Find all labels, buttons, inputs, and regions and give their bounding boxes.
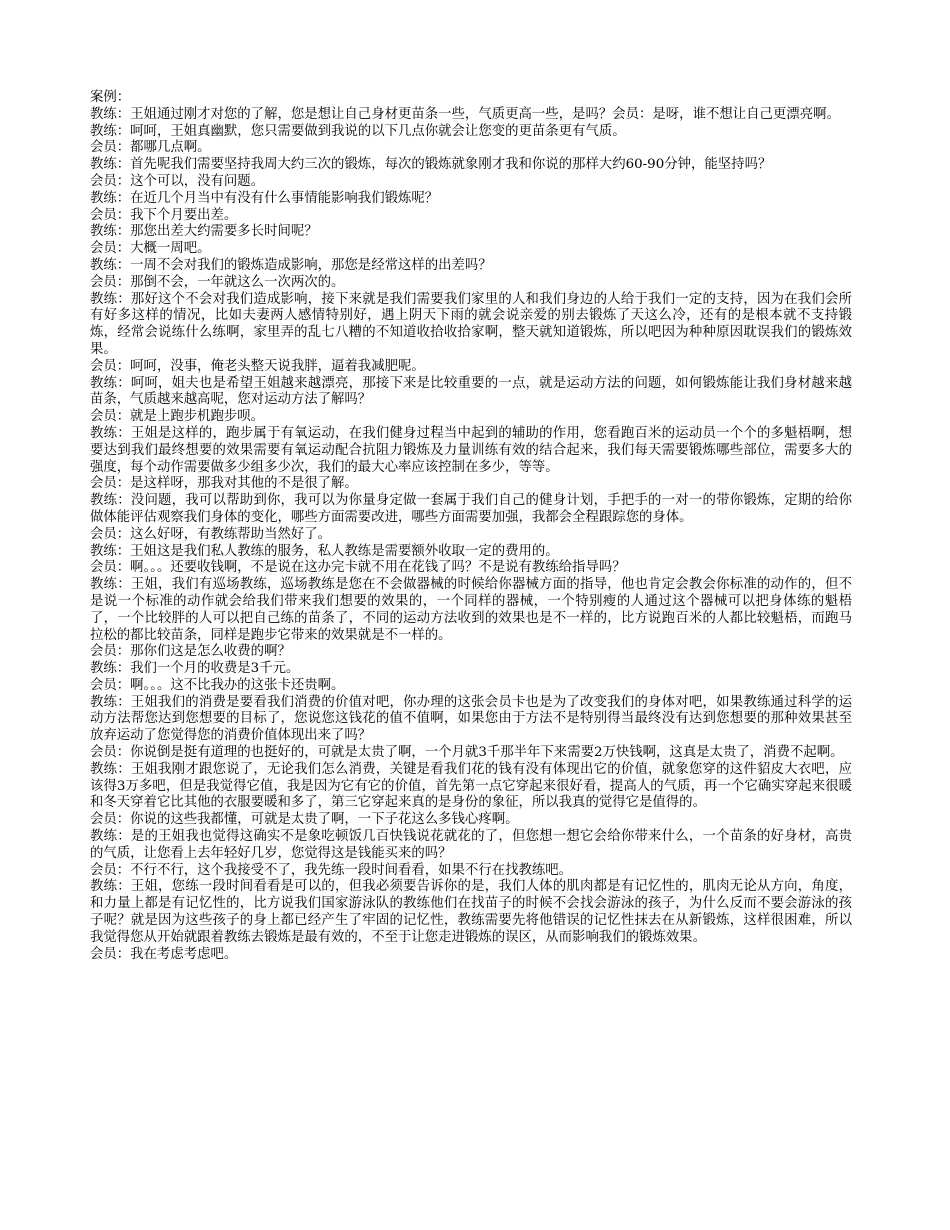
dialogue-line: 教练：我们一个月的收费是3千元。 (90, 661, 300, 677)
document-heading: 案例： (90, 90, 131, 105)
dialogue-line: 教练：那好这个不会对我们造成影响，接下来就是我们需要我们家里的人和我们身边的人给于我们一定的支持，因为在我们会所有好多这样的情况，比如夫妻两人感情特别好，遇上阴天下雨的就会说亲爱的别去锻炼了天这么冷，还有的是根本就不支持锻炼，经常会说练什么练啊，家里弄的乱七八糟的不知道收拾收拾家啊，整天就知道锻炼，所以吧因为种种原因耽误我们的锻炼效果。 (90, 291, 852, 357)
document-body (90, 90, 852, 963)
dialogue-line: 会员：是这样呀，那我对其他的不是很了解。 (90, 476, 358, 492)
dialogue-line: 会员：你说的这些我都懂，可就是太贵了啊，一下子花这么多钱心疼啊。 (90, 812, 519, 828)
dialogue-line: 会员：就是上跑步机跑步呗。 (90, 409, 265, 425)
dialogue-line: 会员：啊。。。还要收钱啊，不是说在这办完卡就不用在花钱了吗？不是说有教练给指导吗？ (90, 560, 626, 576)
dialogue-line: 教练：王姐，您练一段时间看看是可以的，但我必须要告诉你的是，我们人体的肌肉都是有记忆性的，肌肉无论从方向，角度，和力量上都是有记忆性的，比方说我们国家游泳队的教练他们在找苗子的时候不会找会游泳的孩子，为什么反而不要会游泳的孩子呢？就是因为这些孩子的身上都已经产生了牢固的记忆性，教练需要先将他错误的记忆性抹去在从新锻炼，这样很困难，所以我觉得您从开始就跟着教练去锻炼是最有效的，不至于让您走进锻炼的误区，从而影响我们的锻炼效果。 (90, 879, 852, 945)
dialogue-line: 会员：呵呵，没事，俺老头整天说我胖，逼着我减肥呢。 (90, 358, 425, 374)
dialogue-line: 教练：王姐我刚才跟您说了，无论我们怎么消费，关键是看我们花的钱有没有体现出它的价值，就象您穿的这件貂皮大衣吧，应该得3万多吧，但是我觉得它值，我是因为它有它的价值，首先第一点它穿起来很好看，提高人的气质，再一个它确实穿起来很暖和冬天穿着它比其他的衣服要暖和多了，第三它穿起来真的是身份的象征，所以我真的觉得它是值得的。 (90, 761, 852, 811)
dialogue-line: 教练：王姐通过刚才对您的了解，您是想让自己身材更苗条一些，气质更高一些，是吗？会员：是呀，谁不想让自己更漂亮啊。 (90, 106, 840, 122)
dialogue-line: 教练：首先呢我们需要坚持我周大约三次的锻炼，每次的锻炼就象刚才我和你说的那样大约60-90分钟，能坚持吗？ (90, 157, 772, 173)
dialogue-line: 教练：一周不会对我们的锻炼造成影响，那您是经常这样的出差吗？ (90, 257, 492, 273)
dialogue-line: 教练：呵呵，王姐真幽默，您只需要做到我说的以下几点你就会让您变的更苗条更有气质。 (90, 123, 626, 139)
dialogue-line: 会员：啊。。。这不比我办的这张卡还贵啊。 (90, 677, 345, 693)
dialogue-line: 教练：那您出差大约需要多长时间呢？ (90, 224, 318, 240)
dialogue-line: 教练：没问题，我可以帮助到你，我可以为你量身定做一套属于我们自己的健身计划，手把手的一对一的带你锻炼，定期的给你做体能评估观察我们身体的变化，哪些方面需要改进，哪些方面需要加强，我都会全程跟踪您的身体。 (90, 493, 852, 525)
dialogue-line: 会员：都哪几点啊。 (90, 140, 211, 156)
dialogue-line: 教练：王姐我们的消费是要看我们消费的价值对吧，你办理的这张会员卡也是为了改变我们的身体对吧，如果教练通过科学的运动方法帮您达到您想要的目标了，您说您这钱花的值不值啊，如果您由于方法不是特别得当最终没有达到您想要的那种效果甚至放弃运动了您觉得您的消费价值体现出来了吗？ (90, 694, 852, 744)
dialogue-line: 会员：不行不行，这个我接受不了，我先练一段时间看看，如果不行在找教练吧。 (90, 862, 573, 878)
dialogue-line: 会员：我在考虑考虑吧。 (90, 946, 238, 962)
dialogue-line: 会员：这个可以，没有问题。 (90, 173, 265, 189)
dialogue-line: 教练：王姐，我们有巡场教练，巡场教练是您在不会做器械的时候给你器械方面的指导，他也肯定会教会你标准的动作的，但不是说一个标准的动作就会给我们带来我们想要的效果的，一个同样的器械，一个特别瘦的人通过这个器械可以把身体练的魁梧了，一个比较胖的人可以把自己练的苗条了，不同的运动方法收到的效果也是不一样的，比方说跑百米的人都比较魁梧，而跑马拉松的都比较苗条，同样是跑步它带来的效果就是不一样的。 (90, 577, 852, 643)
dialogue-line: 教练：王姐是这样的，跑步属于有氧运动，在我们健身过程当中起到的辅助的作用，您看跑百米的运动员一个个的多魁梧啊，想要达到我们最终想要的效果需要有氧运动配合抗阻力锻炼及力量训练有效的结合起来，我们每天需要锻炼哪些部位，需要多大的强度，每个动作需要做多少组多少次，我们的最大心率应该控制在多少，等等。 (90, 425, 852, 475)
dialogue-line: 教练：在近几个月当中有没有什么事情能影响我们锻炼呢？ (90, 190, 439, 206)
dialogue-line: 教练：王姐这是我们私人教练的服务，私人教练是需要额外收取一定的费用的。 (90, 543, 559, 559)
dialogue-line: 会员：这么好呀，有教练帮助当然好了。 (90, 526, 332, 542)
dialogue-line: 会员：那倒不会，一年就这么一次两次的。 (90, 274, 345, 290)
dialogue-line: 会员：大概一周吧。 (90, 241, 211, 257)
dialogue-line: 教练：呵呵，姐夫也是希望王姐越来越漂亮，那接下来是比较重要的一点，就是运动方法的问题，如何锻炼能让我们身材越来越苗条，气质越来越高呢，您对运动方法了解吗？ (90, 375, 852, 408)
dialogue-line: 会员：那你们这是怎么收费的啊？ (90, 644, 291, 660)
dialogue-line: 会员：我下个月要出差。 (90, 207, 238, 223)
dialogue-line: 教练：是的王姐我也觉得这确实不是象吃顿饭几百快钱说花就花的了，但您想一想它会给你带来什么，一个苗条的好身材，高贵的气质，让您看上去年轻好几岁，您觉得这是钱能买来的吗？ (90, 829, 852, 861)
dialogue-line: 会员：你说倒是挺有道理的也挺好的，可就是太贵了啊，一个月就3千那半年下来需要2万快钱啊，这真是太贵了，消费不起啊。 (90, 745, 844, 761)
